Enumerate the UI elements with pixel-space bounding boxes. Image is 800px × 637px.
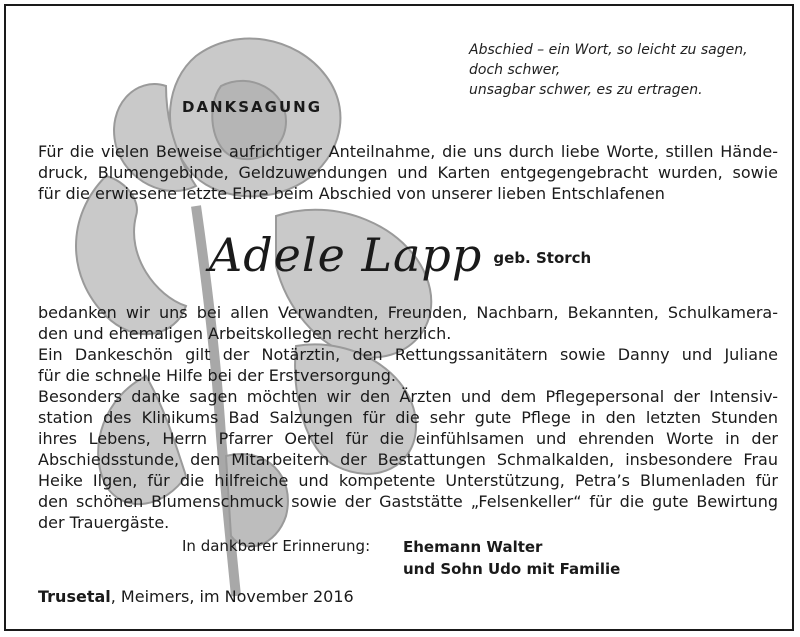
deceased-name-line [209,228,591,282]
text-line: ihres Lebens, Herrn Pfarrer Oertel für die einfühlsamen und ehrenden Worte in der [38,429,778,448]
text-line: Für die vielen Beweise aufrichtiger Anteilnahme, die uns durch liebe Worte, stillen Hände- [38,142,778,161]
text-line: Besonders danke sagen möchten wir den Ärzten und dem Pflegepersonal der Intensiv- [38,387,778,406]
text-line: bedanken wir uns bei allen Verwandten, Freunden, Nachbarn, Bekannten, Schulkamera- [38,303,778,322]
text-line: druck, Blumengebinde, Geldzuwendungen und Karten entgegengebracht wurden, sowie [38,163,778,182]
place-name: Trusetal [38,587,111,606]
deceased-name: Adele Lapp [209,228,483,282]
opening-quote [469,40,748,100]
text-line: für die erwiesene letzte Ehre beim Abschied von unserer lieben Entschlafenen [38,184,665,203]
text-line: den und ehemaligen Arbeitskollegen recht herzlich. [38,324,452,343]
birth-name: geb. Storch [493,249,592,267]
place-date-footer [38,587,354,606]
intro-paragraph [38,141,778,204]
signers [403,536,620,580]
signature-label: In dankbarer Erinnerung: [182,537,371,555]
text-line: Ein Dankeschön gilt der Notärztin, den Rettungssanitätern sowie Danny und Juliane [38,345,778,364]
text-line: Abschiedsstunde, den Mitarbeitern der Bestattungen Schmalkalden, insbesondere Frau [38,450,778,469]
text-line: für die schnelle Hilfe bei der Erstversorgung. [38,366,397,385]
page-title: DANKSAGUNG [182,98,323,116]
text-line: station des Klinikums Bad Salzungen für die sehr gute Pflege in den letzten Stunden [38,408,778,427]
obituary-frame [4,4,794,631]
text-line: den schönen Blumenschmuck sowie der Gaststätte „Felsenkeller“ für die gute Bewirtung [38,492,778,511]
quote-line: unsagbar schwer, es zu ertragen. [469,82,703,98]
date-text: , Meimers, im November 2016 [110,587,354,606]
quote-line: Abschied – ein Wort, so leicht zu sagen, [469,42,748,58]
thanks-paragraph [38,302,778,533]
signer-name: Ehemann Walter [403,538,543,556]
quote-line: doch schwer, [469,62,561,78]
text-line: Heike Ilgen, für die hilfreiche und kompetente Unterstützung, Petra’s Blumenladen für [38,471,778,490]
text-line: der Trauergäste. [38,513,170,532]
signer-name: und Sohn Udo mit Familie [403,560,621,578]
